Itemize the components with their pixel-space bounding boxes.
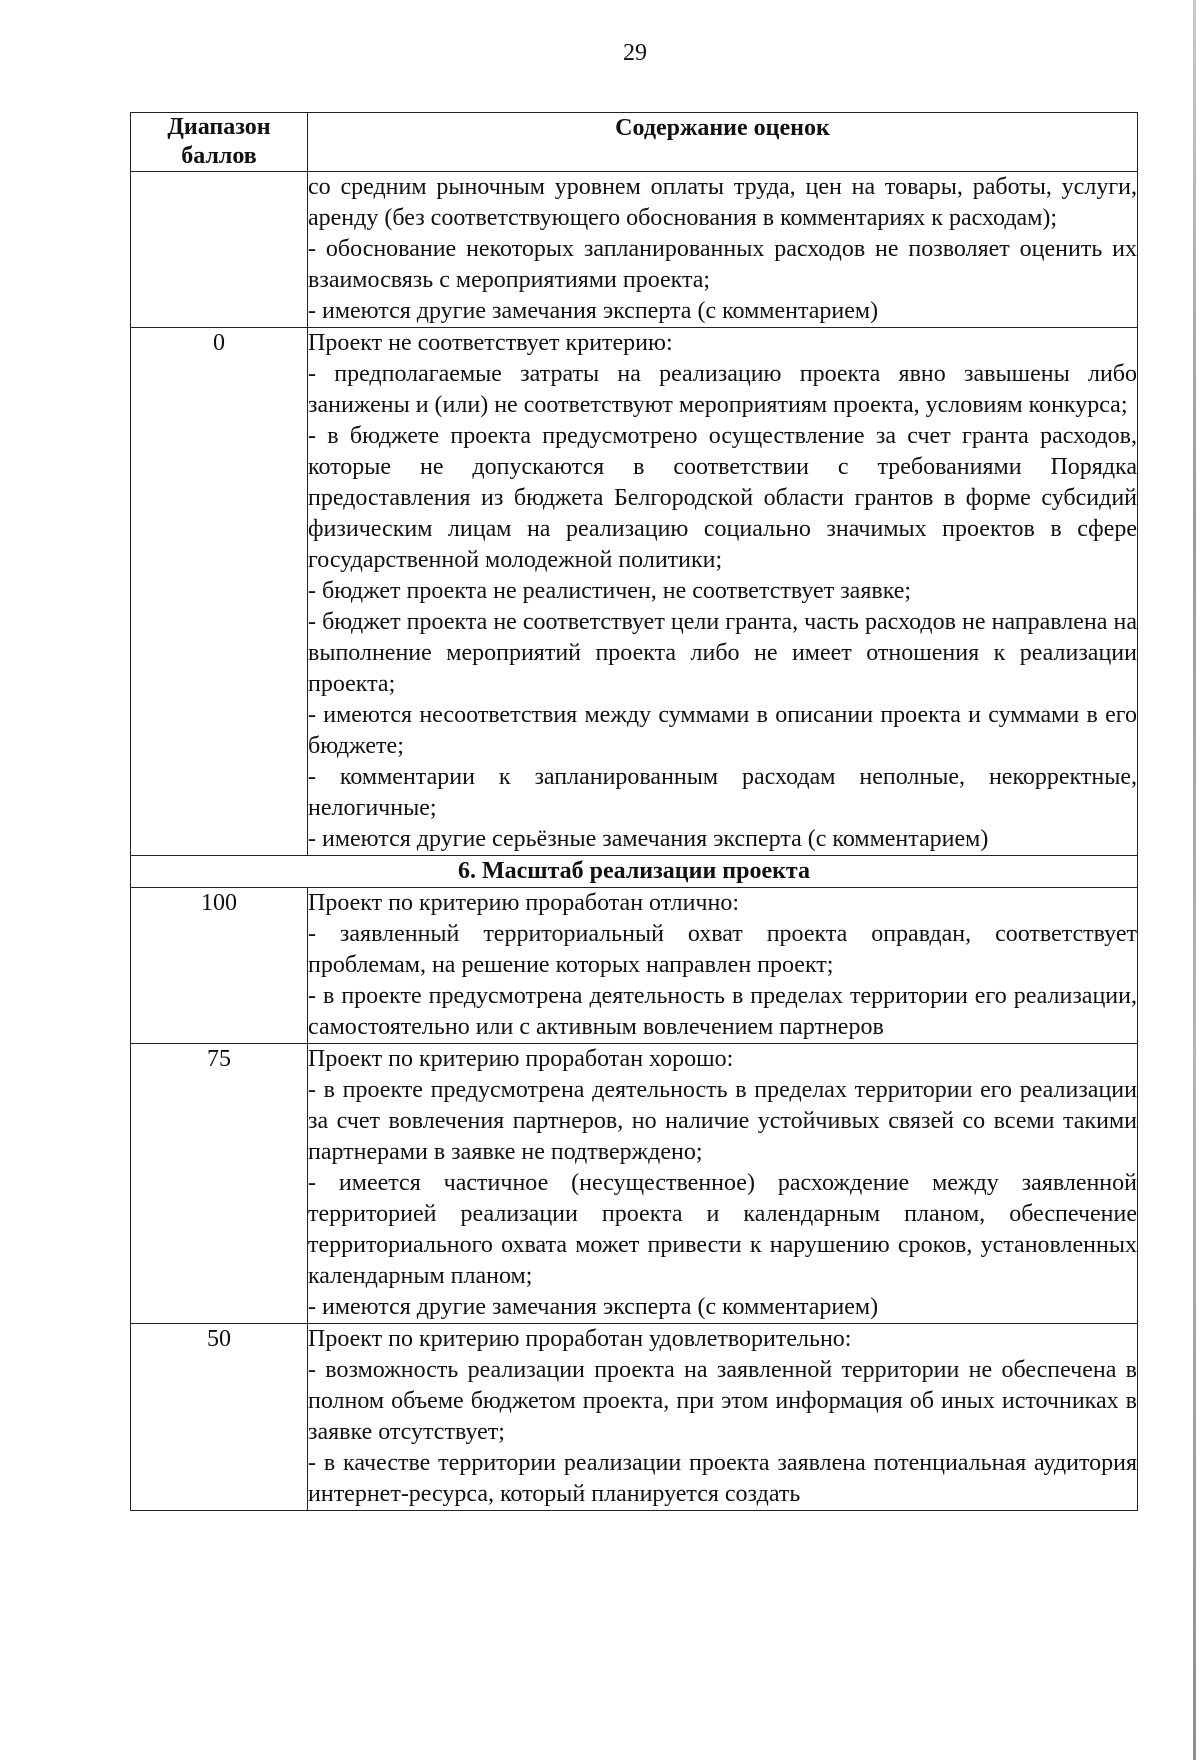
content-line: Проект по критерию проработан удовлетворительно: [308,1326,852,1352]
content-cell [308,172,1138,328]
content-cell [308,1324,1138,1511]
content-line: - имеются другие серьёзные замечания эксперта (с комментарием) [308,826,989,852]
scan-edge [1193,0,1196,1760]
content-line: - имеются несоответствия между суммами в описании проекта и суммами в его бюджете; [308,702,1137,759]
score-cell: 50 [131,1324,308,1511]
content-line: - имеются другие замечания эксперта (с комментарием) [308,298,879,324]
content-line: - обоснование некоторых запланированных расходов не позволяет оценить их взаимосвязь с мероприятиями проекта; [308,236,1137,293]
content-line: - заявленный территориальный охват проекта оправдан, соответствует проблемам, на решение которых направлен проект; [308,921,1137,978]
page-number: 29 [623,40,647,66]
content-line: - имеется частичное (несущественное) расхождение между заявленной территорией реализации проекта и календарным планом, обеспечение территориального охвата может привести к нарушению сроков, установленных календарным планом; [308,1170,1137,1289]
content-cell [308,328,1138,856]
content-line: - в качестве территории реализации проекта заявлена потенциальная аудитория интернет-ресурса, который планируется создать [308,1450,1137,1507]
content-line: Проект по критерию проработан отлично: [308,890,740,916]
table-row [131,888,1138,1044]
content-line: - возможность реализации проекта на заявленной территории не обеспечена в полном объеме бюджетом проекта, при этом информация об иных источниках в заявке отсутствует; [308,1357,1137,1445]
content-line: - в проекте предусмотрена деятельность в пределах территории его реализации за счет вовлечения партнеров, но наличие устойчивых связей со всеми такими партнерами в заявке не подтверждено; [308,1077,1137,1165]
content-line: - в бюджете проекта предусмотрено осуществление за счет гранта расходов, которые не допускаются в соответствии с требованиями Порядка предоставления из бюджета Белгородской области грантов в форме субсидий физическим лицам на реализацию социально значимых проектов в сфере государственной молодежной политики; [308,423,1137,573]
content-cell [308,888,1138,1044]
score-cell [131,172,308,328]
table-row [131,1044,1138,1324]
content-line: - бюджет проекта не реалистичен, не соответствует заявке; [308,578,912,604]
section-row [131,856,1138,888]
table-body [131,172,1138,1511]
table-row [131,328,1138,856]
content-cell [308,1044,1138,1324]
content-line: - предполагаемые затраты на реализацию проекта явно завышены либо занижены и (или) не соответствуют мероприятиям проекта, условиям конкурса; [308,361,1137,418]
score-cell: 75 [131,1044,308,1324]
content-line: Проект по критерию проработан хорошо: [308,1046,734,1072]
content-line: Проект не соответствует критерию: [308,330,673,356]
content-line: - имеются другие замечания эксперта (с комментарием) [308,1294,879,1320]
criteria-table [130,112,1138,1511]
section-title: 6. Масштаб реализации проекта [131,856,1138,888]
table-row [131,1324,1138,1511]
header-score: Диапазон баллов [131,113,308,172]
content-line: - комментарии к запланированным расходам неполные, некорректные, нелогичные; [308,764,1137,821]
content-line: со средним рыночным уровнем оплаты труда, цен на товары, работы, услуги, аренду (без соответствующего обоснования в комментариях к расходам); [308,174,1137,231]
header-content: Содержание оценок [308,113,1138,172]
table-header-row [131,113,1138,172]
content-line: - в проекте предусмотрена деятельность в пределах территории его реализации, самостоятельно или с активным вовлечением партнеров [308,983,1137,1040]
score-cell: 0 [131,328,308,856]
table-row [131,172,1138,328]
content-line: - бюджет проекта не соответствует цели гранта, часть расходов не направлена на выполнение мероприятий проекта либо не имеет отношения к реализации проекта; [308,609,1137,697]
score-cell: 100 [131,888,308,1044]
